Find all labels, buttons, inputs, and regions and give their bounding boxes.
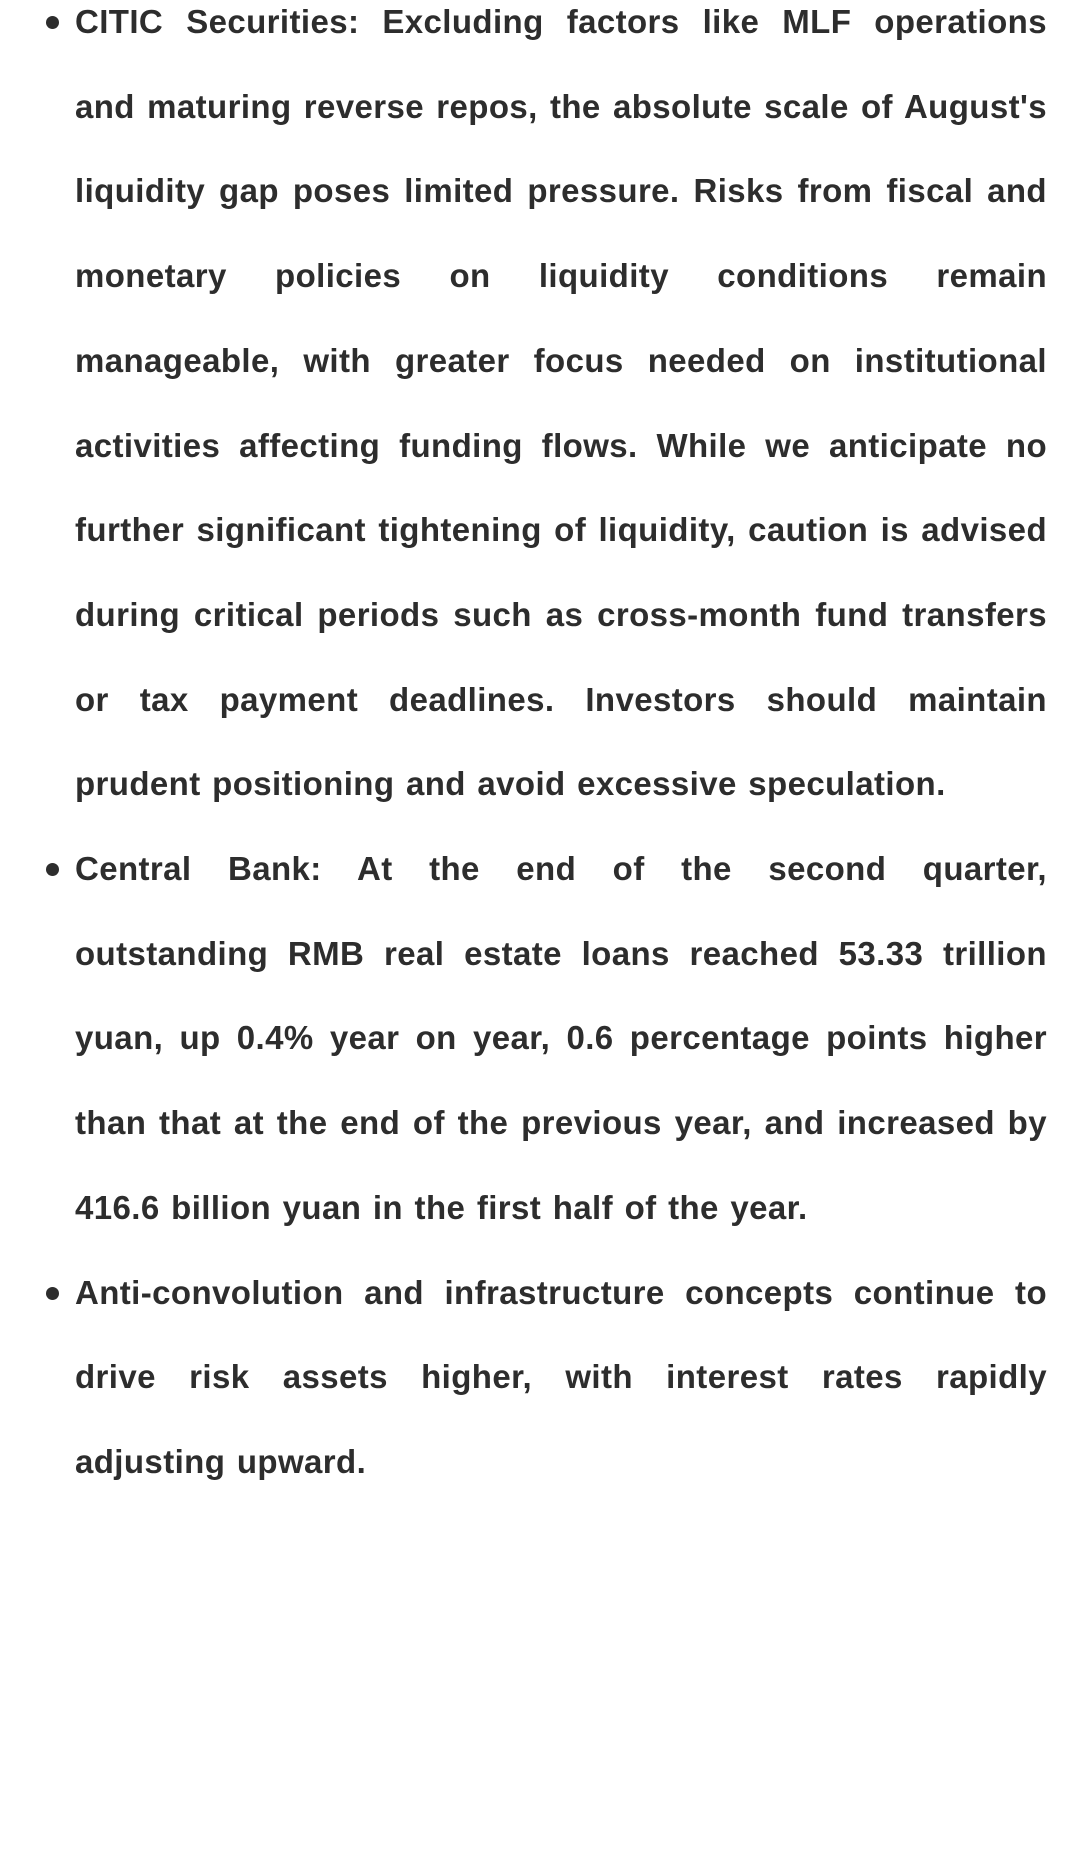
bullet-icon <box>46 863 59 876</box>
bullet-text: CITIC Securities: Excluding factors like MLF operations and maturing reverse repos, the absolute scale of August's liquidity gap poses limited pressure. Risks from fiscal and monetary policies on liquidity conditions remain manageable, with greater focus needed on institutional activities affecting funding flows. While we anticipate no further significant tightening of liquidity, caution is advised during critical periods such as cross-month fund transfers or tax payment deadlines. Investors should maintain prudent positioning and avoid excessive speculation. <box>75 3 1047 803</box>
bullet-text: Central Bank: At the end of the second quarter, outstanding RMB real estate loans reached 53.33 trillion yuan, up 0.4% year on year, 0.6 percentage points higher than that at the end of the previous year, and increased by 416.6 billion yuan in the first half of the year. <box>75 850 1047 1226</box>
bullet-icon <box>46 16 59 29</box>
list-item <box>75 827 1047 1251</box>
bullet-icon <box>46 1287 59 1300</box>
bullet-text: Anti-convolution and infrastructure concepts continue to drive risk assets higher, with interest rates rapidly adjusting upward. <box>75 1273 1047 1480</box>
list-item <box>75 1251 1047 1505</box>
list-item <box>75 0 1047 827</box>
